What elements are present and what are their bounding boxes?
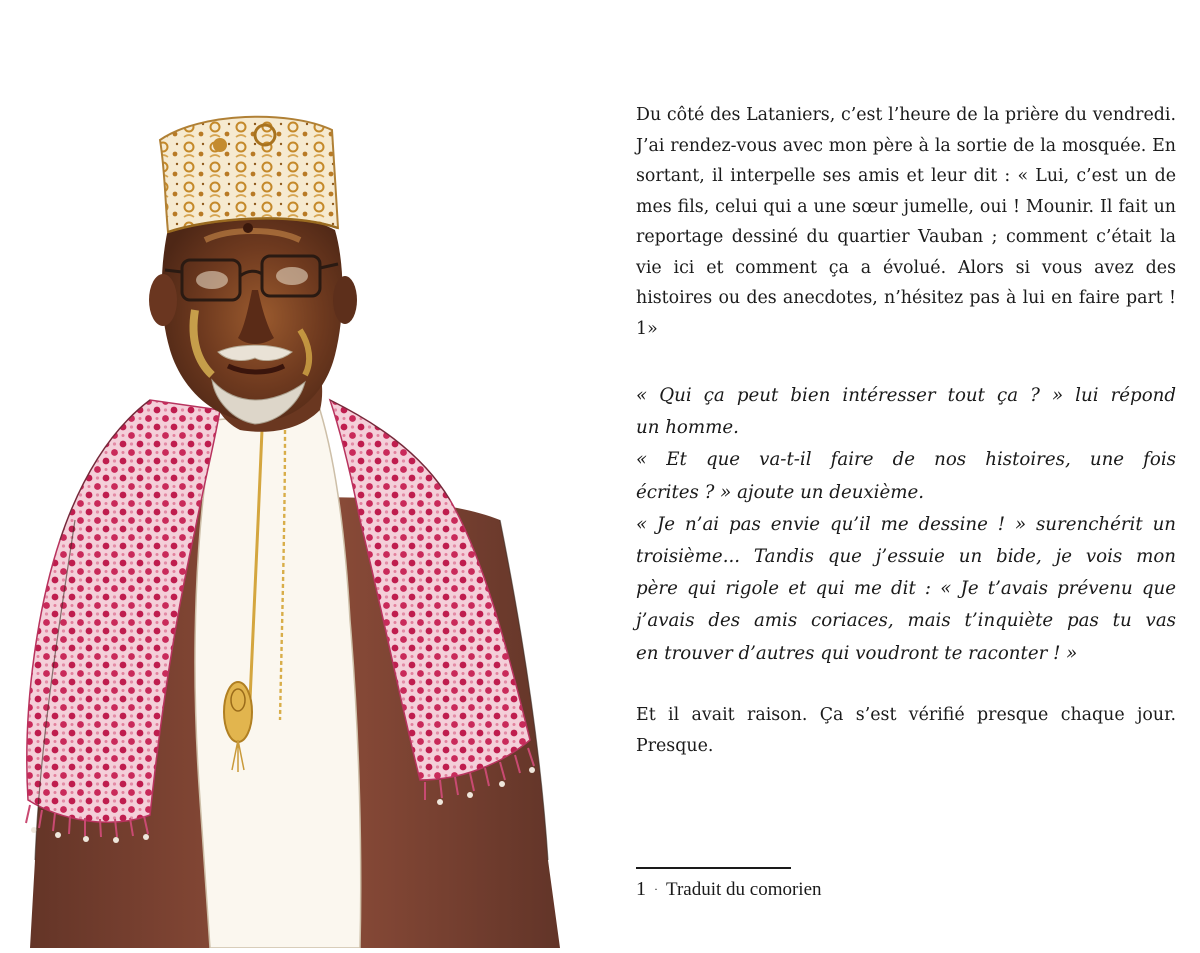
footnote-number: 1 — [636, 878, 646, 900]
footnote-divider — [636, 867, 791, 869]
closing-paragraph: Et il avait raison. Ça s’est vérifié presque chaque jour. Presque. — [636, 705, 1176, 756]
inner-gown — [195, 410, 361, 948]
dialogue-line: troisième... Tandis que j’essuie un bide, je vois mon — [636, 546, 1176, 568]
dialogue-line: « Et que va-t-il faire de nos histoires, une fois — [636, 449, 1176, 471]
footnote — [636, 878, 822, 901]
dialogue-line: « Qui ça peut bien intéresser tout ça ? » lui répond — [636, 385, 1176, 406]
footnote-separator: · — [654, 882, 658, 896]
dialogue-line: père qui rigole et qui me dit : « Je t’avais prévenu que — [636, 578, 1176, 600]
dialogue-line: en trouver d’autres qui voudront te raconter ! » — [636, 642, 1078, 664]
dialogue-line: « Je n’ai pas envie qu’il me dessine ! » surenchérit un — [636, 513, 1176, 535]
kufi-cap — [160, 117, 338, 232]
dialogue-line: écrites ? » ajoute un deuxième. — [636, 481, 925, 503]
dialogue-block — [636, 380, 1176, 670]
portrait-illustration — [0, 100, 590, 948]
intro-paragraph: Du côté des Lataniers, c’est l’heure de la prière du vendredi. J’ai rendez-vous avec mon père à la sortie de la mosquée. En sortant, il interpelle ses amis et leur dit : « Lui, c’est un de mes fils, celui qui a une sœur jumelle, oui ! Mounir. Il fait un reportage dessiné du quartier Vauban ; comment c’était la vie ici et comment ça a évolué. Alors si vous avez des histoires ou des anecdotes, n’hésitez pas à lui en faire part ! 1» — [636, 105, 1176, 339]
dialogue-line: un homme. — [636, 417, 739, 439]
footnote-text: Traduit du comorien — [666, 879, 822, 900]
dialogue-line: j’avais des amis coriaces, mais t’inquiète pas tu vas — [636, 610, 1176, 632]
